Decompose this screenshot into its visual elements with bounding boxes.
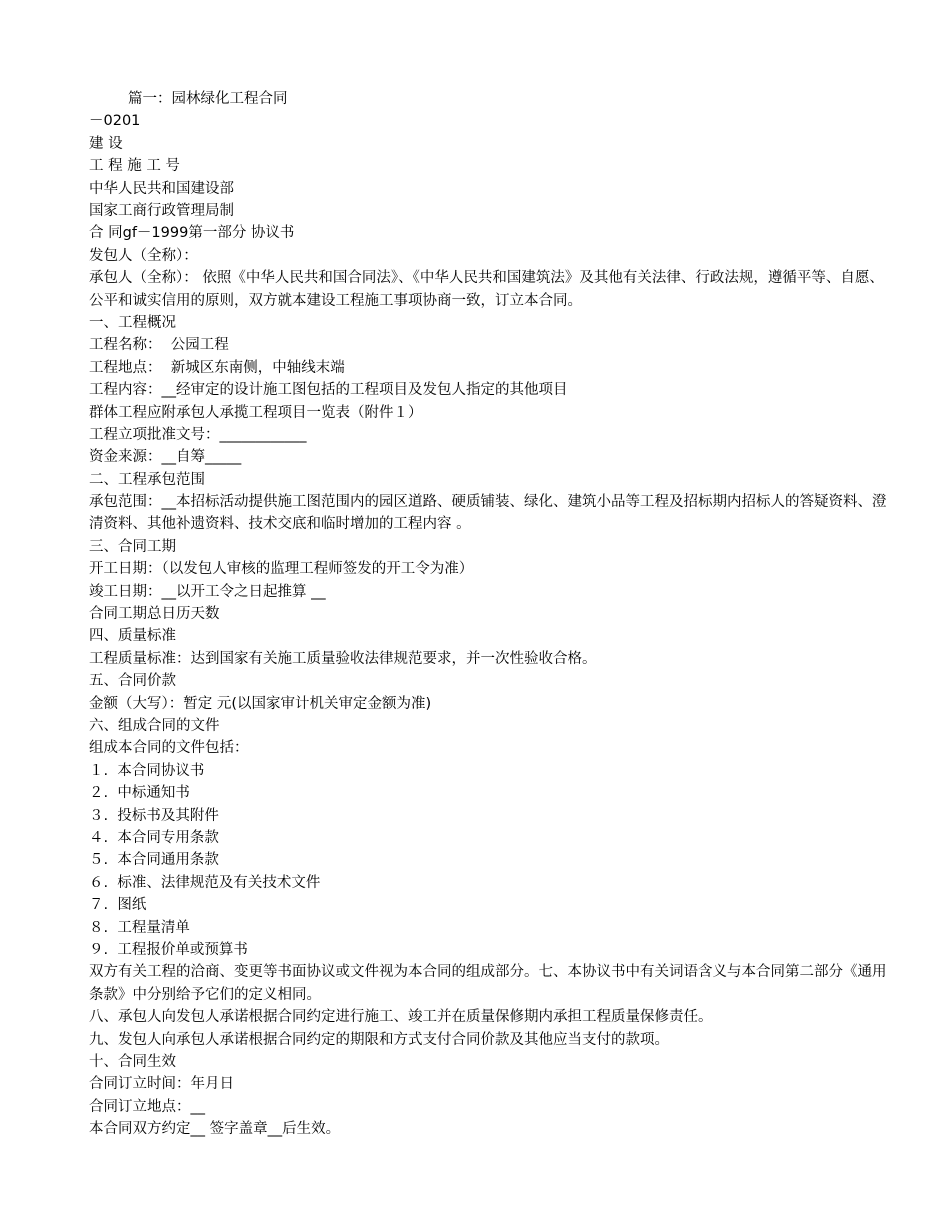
issuer-administration: 国家工商行政管理局制 [89, 202, 234, 219]
project-location: 工程地点： 新城区东南侧，中轴线末端 [89, 359, 345, 376]
section-heading-scope: 二、工程承包范围 [89, 471, 205, 488]
sign-time: 合同订立时间：年月日 [89, 1076, 234, 1093]
list-item: ５. 本合同通用条款 [89, 852, 219, 869]
document-code: －0201 [89, 113, 141, 130]
header-project-construction: 工 程 施 工 号 [89, 158, 180, 175]
list-item: ７. 图纸 [89, 897, 147, 914]
contract-part-heading: 合 同gf－1999第一部分 协议书 [89, 225, 295, 242]
issuer-ministry: 中华人民共和国建设部 [89, 180, 234, 197]
sign-place: 合同订立地点：__ [89, 1098, 205, 1115]
section-heading-documents: 六、组成合同的文件 [89, 718, 220, 734]
list-item: ６. 标准、法律规范及有关技术文件 [89, 874, 321, 891]
section-heading-effect: 十、合同生效 [89, 1053, 176, 1070]
list-item: １. 本合同协议书 [89, 762, 205, 779]
section-heading-overview: 一、工程概况 [89, 314, 176, 331]
section-heading-quality: 四、质量标准 [89, 628, 176, 645]
list-item: ９. 工程报价单或预算书 [89, 941, 248, 958]
contract-document [89, 88, 889, 1140]
group-project-note: 群体工程应附承包人承揽工程项目一览表（附件１） [89, 404, 423, 421]
documents-intro: 组成本合同的文件包括： [89, 740, 249, 757]
contract-amount: 金额（大写）：暂定 元(以国家审计机关审定金额为准) [89, 695, 432, 712]
list-item: ３. 投标书及其附件 [89, 807, 219, 824]
header-construction: 建 设 [89, 135, 123, 152]
employer-line: 发包人（全称）： [89, 247, 198, 264]
list-item: ２. 中标通知书 [89, 785, 190, 802]
document-title: 篇一：园林绿化工程合同 [128, 91, 288, 107]
section-contractor-promise: 八、承包人向发包人承诺根据合同约定进行施工、竣工并在质量保修期内承担工程质量保修责任。 [89, 1009, 713, 1026]
section-employer-promise: 九、发包人向承包人承诺根据合同约定的期限和方式支付合同价款及其他应当支付的款项。 [89, 1031, 669, 1048]
list-item: ８. 工程量清单 [89, 919, 190, 936]
list-item: ４. 本合同专用条款 [89, 829, 219, 846]
section-heading-price: 五、合同价款 [89, 673, 176, 690]
end-date: 竣工日期：__以开工令之日起推算 __ [89, 583, 326, 600]
approval-number: 工程立项批准文号：____________ [89, 426, 307, 443]
project-content: 工程内容：__经审定的设计施工图包括的工程项目及发包人指定的其他项目 [89, 382, 568, 399]
project-name: 工程名称： 公园工程 [89, 337, 229, 354]
total-days: 合同工期总日历天数 [89, 606, 220, 623]
contractor-paragraph: 承包人（全称）： 依照《中华人民共和国合同法》、《中华人民共和国建筑法》及其他有关法律、行政法规，遵循平等、自愿、公平和诚实信用的原则，双方就本建设工程施工事项协商一致，订立本合同。 [89, 270, 884, 309]
effective-clause: 本合同双方约定__ 签字盖章__后生效。 [89, 1121, 341, 1138]
quality-standard: 工程质量标准：达到国家有关施工质量验收法律规范要求，并一次性验收合格。 [89, 650, 597, 667]
scope-paragraph: 承包范围：__本招标活动提供施工图范围内的园区道路、硬质铺装、绿化、建筑小品等工程及招标期内招标人的答疑资料、澄清资料、其他补遗资料、技术交底和临时增加的工程内容 。 [89, 494, 887, 533]
negotiation-paragraph: 双方有关工程的洽商、变更等书面协议或文件视为本合同的组成部分。七、本协议书中有关词语含义与本合同第二部分《通用条款》中分别给予它们的定义相同。 [89, 964, 887, 1003]
fund-source: 资金来源：__自筹_____ [89, 449, 242, 466]
section-heading-duration: 三、合同工期 [89, 538, 176, 555]
start-date: 开工日期：（以发包人审核的监理工程师签发的开工令为准） [89, 561, 474, 578]
